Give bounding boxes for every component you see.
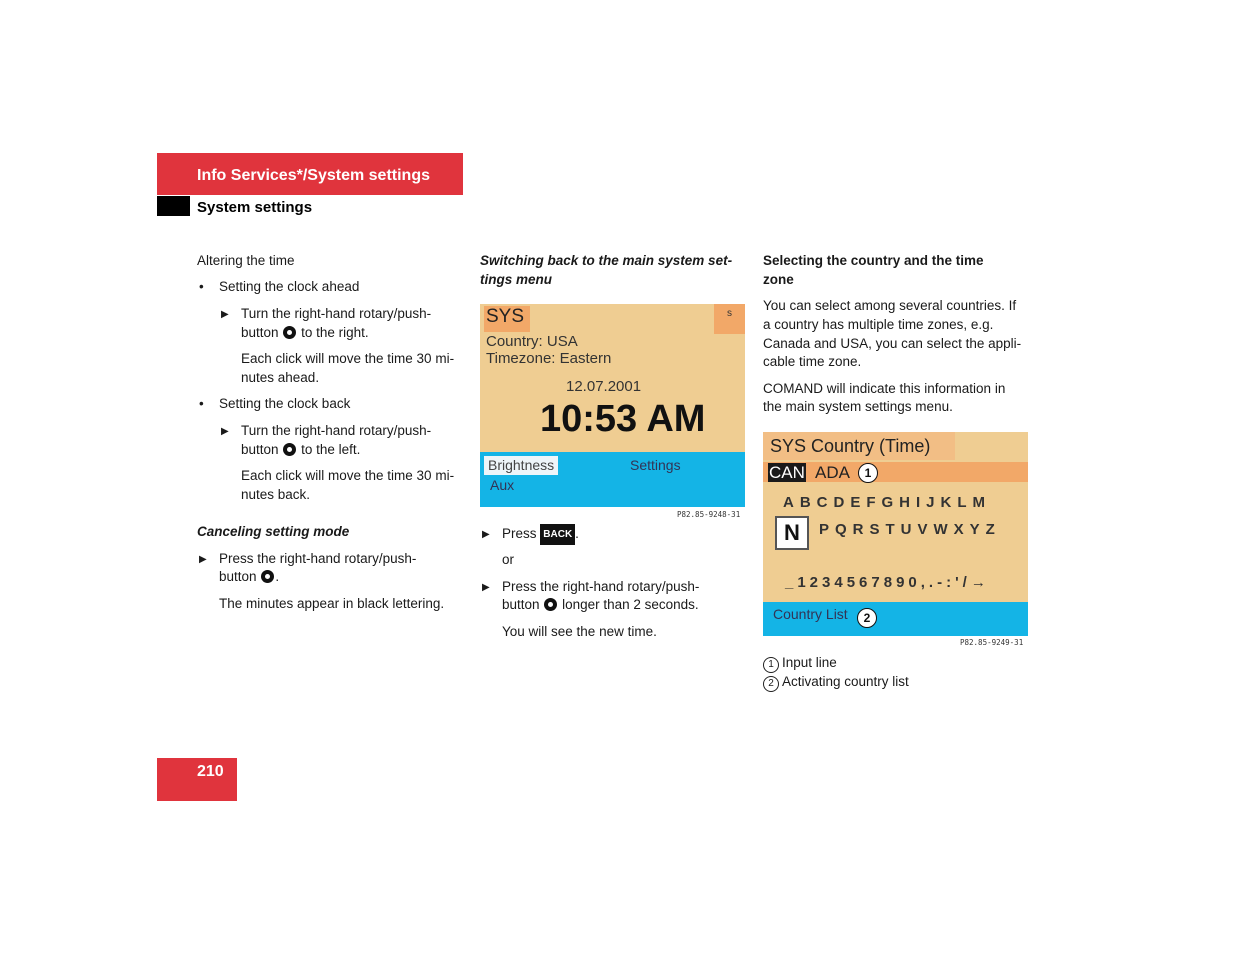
para1-line-2: a country has multiple time zones, e.g.	[763, 317, 994, 332]
system-settings-screen	[480, 304, 745, 507]
country-heading-line-2: zone	[763, 272, 794, 287]
step-ahead-line-2	[241, 323, 369, 342]
screen-country: Country: USA	[486, 333, 578, 350]
bullet-dot: •	[199, 396, 204, 411]
step-text: button	[241, 325, 279, 340]
back-key-icon: BACK	[540, 524, 575, 545]
legend-label: Activating country list	[782, 674, 909, 689]
country-time-screen	[763, 432, 1028, 636]
brightness-button[interactable]: Brightness	[484, 456, 558, 475]
note-ahead-line-2: nutes ahead.	[241, 370, 320, 385]
character-row-3[interactable]: _1234567890,.-:'/→	[785, 574, 990, 591]
cancel-step-line-1: Press the right-hand rotary/push-	[219, 551, 417, 566]
para2-line-2: the main system settings menu.	[763, 399, 953, 414]
step-arrow-icon: ▶	[221, 309, 229, 320]
bullet-ahead: Setting the clock ahead	[219, 279, 360, 294]
subsection-title: System settings	[197, 199, 313, 216]
para2-line-1: COMAND will indicate this information in	[763, 381, 1006, 396]
country-heading-line-1: Selecting the country and the time	[763, 253, 984, 268]
step-arrow-icon: ▶	[221, 426, 229, 437]
rotary-knob-icon	[283, 443, 296, 456]
legend-number: 1	[763, 657, 779, 673]
note-back-line-1: Each click will move the time 30 mi-	[241, 468, 455, 483]
letter-row-1[interactable]: ABCDEFGHIJKLM	[783, 494, 991, 511]
step-text: button	[219, 569, 257, 584]
screen-sys-label: SYS	[484, 306, 530, 332]
legend-item-1	[763, 653, 837, 673]
legend-item-2	[763, 672, 909, 692]
step-arrow-icon: ▶	[482, 529, 490, 540]
screen-badge: s	[714, 304, 745, 334]
page-number: 210	[197, 763, 224, 780]
note-back-line-2: nutes back.	[241, 487, 311, 502]
bullet-back: Setting the clock back	[219, 396, 351, 411]
letter-row-2[interactable]: PQRSTUVWXYZ	[819, 521, 1001, 538]
selected-letter[interactable]: N	[775, 516, 809, 550]
section-title: Info Services*/System settings	[197, 167, 430, 184]
step-back-line-1: Turn the right-hand rotary/push-	[241, 423, 432, 438]
input-suggestion-text: ADA	[815, 463, 850, 482]
step-text: button	[502, 597, 540, 612]
note-ahead-line-1: Each click will move the time 30 mi-	[241, 351, 455, 366]
figure-code: P82.85-9248-31	[677, 510, 741, 519]
para1-line-4: cable time zone.	[763, 354, 862, 369]
subsection-marker	[157, 196, 190, 216]
cancel-heading: Canceling setting mode	[197, 524, 350, 539]
callout-marker-1: 1	[858, 463, 878, 483]
screen-date: 12.07.2001	[566, 378, 642, 395]
altering-time-label: Altering the time	[197, 253, 295, 268]
step-text: to the left.	[301, 442, 361, 457]
legend-label: Input line	[782, 655, 837, 670]
callout-marker-2: 2	[857, 608, 877, 628]
or-label: or	[502, 552, 515, 567]
para1-line-1: You can select among several countries. If	[763, 298, 1017, 313]
step-arrow-icon: ▶	[482, 582, 490, 593]
screen-timezone: Timezone: Eastern	[486, 350, 612, 367]
figure-code: P82.85-9249-31	[960, 638, 1024, 647]
press-knob-line-2	[502, 595, 699, 614]
aux-button[interactable]: Aux	[490, 477, 515, 493]
input-entered-text: CAN	[769, 463, 805, 482]
step-back-line-2	[241, 440, 360, 459]
switch-heading-line-1: Switching back to the main system set-	[480, 253, 733, 268]
rotary-knob-icon	[544, 598, 557, 611]
step-text: to the right.	[301, 325, 369, 340]
step-text: Press	[502, 526, 537, 541]
settings-button[interactable]: Settings	[630, 457, 681, 473]
result-text: You will see the new time.	[502, 624, 657, 639]
rotary-knob-icon	[283, 326, 296, 339]
step-text: .	[575, 526, 579, 541]
rotary-knob-icon	[261, 570, 274, 583]
para1-line-3: Canada and USA, you can select the appli-	[763, 336, 1022, 351]
country-list-button[interactable]: Country List	[773, 606, 848, 622]
press-back-step	[502, 524, 579, 545]
screen-time: 10:53 AM	[540, 398, 706, 440]
cancel-note: The minutes appear in black lettering.	[219, 596, 445, 611]
switch-heading-line-2: tings menu	[480, 272, 553, 287]
bullet-dot: •	[199, 279, 204, 294]
step-text: longer than 2 seconds.	[562, 597, 699, 612]
press-knob-line-1: Press the right-hand rotary/push-	[502, 579, 700, 594]
step-text: button	[241, 442, 279, 457]
step-arrow-icon: ▶	[199, 554, 207, 565]
cancel-step-line-2	[219, 567, 279, 586]
step-text: .	[275, 569, 280, 584]
legend-number: 2	[763, 676, 779, 692]
screen-header: SYS Country (Time)	[763, 432, 955, 460]
step-ahead-line-1: Turn the right-hand rotary/push-	[241, 306, 432, 321]
